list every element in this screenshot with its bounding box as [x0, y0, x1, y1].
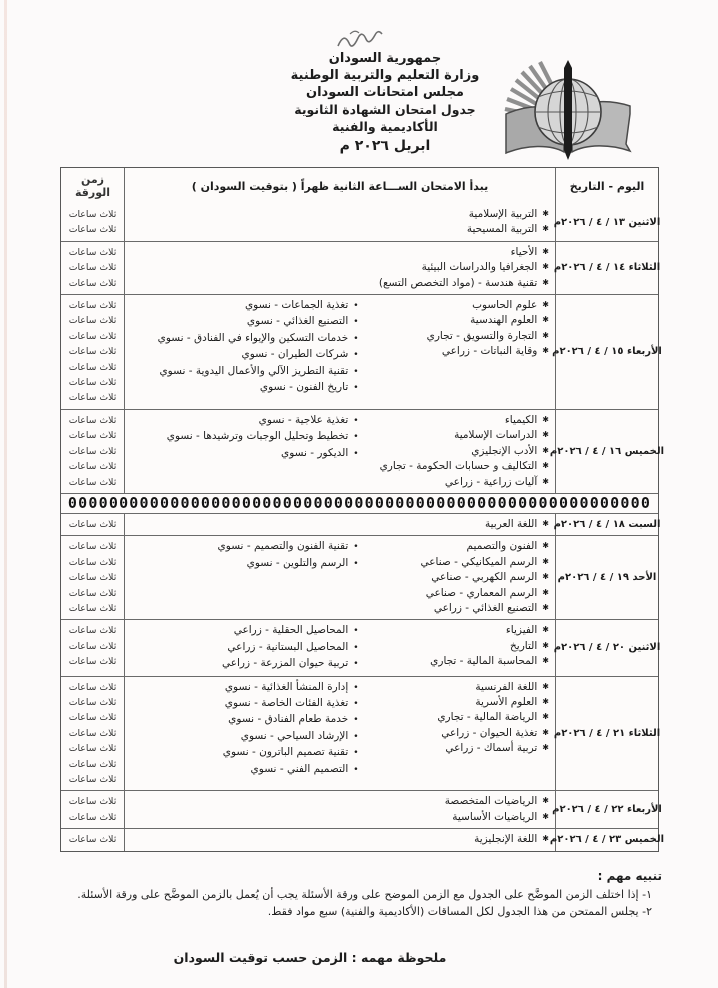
- paper-time-cell: [61, 620, 125, 675]
- subject-item: [359, 695, 549, 710]
- paper-time-value: ثلاث ساعات: [68, 246, 117, 258]
- subjects-main-list: [127, 794, 549, 825]
- paper-time-value: ثلاث ساعات: [68, 541, 117, 553]
- paper-time-value: ثلاث ساعات: [68, 430, 117, 442]
- subject-label: الديكور - نسوي: [281, 446, 349, 459]
- paper-time-cell: [61, 242, 125, 294]
- bullet-icon: ✱: [542, 541, 549, 551]
- subject-label: المحاصيل الحقلية - زراعي: [233, 624, 349, 637]
- subject-item: [359, 623, 549, 638]
- bullet-icon: •: [353, 698, 359, 709]
- subject-item: [359, 413, 549, 428]
- exam-month: ابريل ٢٠٢٦ م: [339, 138, 431, 154]
- paper-time-value: ثلاث ساعات: [68, 224, 117, 236]
- exam-schedule-table: [60, 167, 665, 852]
- subject-item: [135, 640, 359, 656]
- paper-time-value: ثلاث ساعات: [68, 518, 117, 530]
- bullet-icon: •: [353, 432, 359, 443]
- subject-item: [359, 428, 549, 443]
- notes-heading: تنبيه مهم :: [597, 869, 662, 883]
- subject-label: التصنيع الغذائي - نسوي: [246, 315, 349, 328]
- subject-label: تربية حيوان المزرعة - زراعي: [221, 657, 349, 670]
- paper-time-cell: [61, 791, 125, 828]
- subjects-secondary-list: [127, 623, 359, 672]
- note-item-2: ٢- يجلس الممتحن من هذا الجدول لكل المساقات (الأكاديمية والفنية) سبع مواد فقط.: [267, 905, 652, 918]
- subject-label: التربية الإسلامية: [468, 208, 538, 220]
- table-header-row: [61, 168, 658, 204]
- bullet-icon: •: [353, 626, 359, 637]
- paper-time-value: ثلاث ساعات: [68, 461, 117, 473]
- subject-label: اللغة العربية: [484, 517, 538, 530]
- subject-item: [359, 639, 549, 654]
- subject-label: الإرشاد السياحي - نسوي: [240, 729, 349, 742]
- bullet-icon: ✱: [542, 277, 549, 287]
- subject-label: الرسم الكهربي - صناعي: [431, 571, 538, 584]
- subject-label: تخطيط وتحليل الوجبات وترشيدها - نسوي: [166, 430, 349, 443]
- scan-edge-artifact: [4, 0, 7, 988]
- subject-item: [359, 601, 549, 616]
- bullet-icon: •: [353, 415, 359, 426]
- bullet-icon: ✱: [542, 430, 549, 440]
- bullet-icon: ✱: [542, 712, 549, 722]
- subject-label: الكيمياء: [504, 413, 538, 426]
- bullet-icon: ✱: [542, 640, 549, 650]
- subject-label: تقنية الفنون والتصميم - نسوي: [217, 540, 349, 553]
- note-item-1: ١- إذا اختلف الزمن الموضَّح على الجدول مع الزمن الموضح على ورقة الأسئلة يجب أن يُعمل بالزمن الموضَّح على ورقة الأسئلة.: [77, 888, 652, 901]
- bullet-icon: •: [353, 748, 359, 759]
- subject-item: [135, 364, 359, 380]
- subject-item: [359, 710, 549, 725]
- bullet-icon: ✱: [542, 346, 549, 356]
- paper-time-value: ثلاث ساعات: [68, 743, 117, 755]
- subject-item: [127, 207, 549, 222]
- subject-item: [127, 832, 549, 847]
- subject-label: المحاصيل البستانية - زراعي: [227, 640, 349, 653]
- decorative-ring-separator: 000000000000000000000000000000000000000000000000000000000: [61, 493, 658, 513]
- subject-label: الجغرافيا والدراسات البيئية: [421, 261, 538, 274]
- subject-item: [135, 696, 359, 712]
- subject-item: [135, 656, 359, 672]
- subject-label: خدمات التسكين والإيواء في الفنادق - نسوي: [157, 331, 349, 344]
- time-footnote: ملحوظة مهمه : الزمن حسب توقيت السودان: [173, 950, 447, 965]
- subject-label: العلوم الهندسية: [470, 314, 538, 327]
- subject-label: اللغة الإنجليزية: [474, 833, 538, 846]
- bullet-icon: ✱: [542, 625, 549, 635]
- bullet-icon: ✱: [542, 300, 549, 310]
- subject-item: [135, 380, 359, 396]
- subject-label: العلوم الأسرية: [475, 695, 538, 708]
- subject-label: الرياضة المالية - تجاري: [437, 711, 538, 724]
- country-title: جمهورية السودان: [328, 51, 442, 66]
- paper-time-value: ثلاث ساعات: [68, 392, 117, 404]
- column-header-exam-start: يبدأ الامتحان الســـاعة الثانية ظهراً ( بتوقيت السودان ): [191, 179, 489, 193]
- paper-time-value: ثلاث ساعات: [68, 625, 117, 637]
- council-title: مجلس امتحانات السودان: [306, 85, 464, 100]
- subject-item: [127, 794, 549, 809]
- bullet-icon: •: [353, 715, 359, 726]
- subjects-cell: [125, 295, 555, 409]
- column-header-day-date: اليوم - التاريخ: [555, 168, 658, 204]
- paper-time-cell: [61, 829, 125, 850]
- subjects-main-list: [359, 623, 549, 672]
- subject-item: [127, 517, 549, 532]
- paper-time-value: ثلاث ساعات: [68, 587, 117, 599]
- paper-time-value: ثلاث ساعات: [68, 834, 117, 846]
- subject-item: [135, 298, 359, 314]
- bullet-icon: ✱: [542, 572, 549, 582]
- subject-item: [135, 680, 359, 696]
- table-row: [61, 619, 661, 675]
- subjects-main-list: [359, 680, 549, 788]
- paper-time-cell: [61, 410, 125, 493]
- subject-item: [359, 298, 549, 313]
- paper-time-cell: [61, 536, 125, 619]
- bullet-icon: •: [353, 542, 359, 553]
- subject-item: [359, 586, 549, 601]
- subject-label: تربية أسماك - زراعي: [445, 742, 538, 755]
- subjects-cell: [125, 536, 555, 619]
- paper-time-value: ثلاث ساعات: [68, 796, 117, 808]
- subject-item: [135, 712, 359, 728]
- subjects-cell: [125, 204, 555, 241]
- bullet-icon: ✱: [542, 796, 549, 806]
- paper-time-value: ثلاث ساعات: [68, 330, 117, 342]
- subject-item: [127, 276, 549, 291]
- subject-item: [359, 680, 549, 695]
- subject-label: تغذية الجماعات - نسوي: [244, 299, 349, 312]
- paper-time-value: ثلاث ساعات: [68, 656, 117, 668]
- subject-item: [135, 762, 359, 778]
- bullet-icon: ✱: [542, 224, 549, 234]
- bullet-icon: ✱: [542, 330, 549, 340]
- subject-label: الأحياء: [510, 245, 538, 258]
- subjects-secondary-list: [127, 680, 359, 788]
- subject-label: تقنية تصميم الباترون - نسوي: [222, 746, 349, 759]
- bullet-icon: ✱: [542, 315, 549, 325]
- subject-item: [127, 810, 549, 825]
- bullet-icon: ✱: [542, 602, 549, 612]
- subject-item: [359, 654, 549, 669]
- subject-item: [359, 741, 549, 756]
- bullet-icon: ✱: [542, 246, 549, 256]
- table-row: [61, 204, 661, 241]
- subjects-cell: [125, 791, 555, 828]
- paper-time-cell: [61, 514, 125, 535]
- subject-label: التجارة والتسويق - تجاري: [426, 329, 538, 342]
- subjects-main-list: [359, 298, 549, 406]
- paper-time-cell: [61, 204, 125, 241]
- bullet-icon: ✱: [542, 656, 549, 666]
- paper-time-value: ثلاث ساعات: [68, 556, 117, 568]
- subject-item: [135, 429, 359, 445]
- subject-label: الفيزياء: [505, 624, 538, 637]
- bullet-icon: •: [353, 642, 359, 653]
- bullet-icon: ✱: [542, 476, 549, 486]
- bullet-icon: •: [353, 366, 359, 377]
- table-row: [61, 676, 661, 791]
- subject-item: [127, 260, 549, 275]
- bullet-icon: •: [353, 659, 359, 670]
- document-title-line2: الأكاديمية والفنية: [332, 119, 438, 134]
- subject-item: [127, 222, 549, 237]
- paper-time-value: ثلاث ساعات: [68, 640, 117, 652]
- subject-label: الرسم والتلوين - نسوي: [246, 556, 349, 569]
- subject-label: علوم الحاسوب: [472, 299, 538, 312]
- day-date-cell: الثلاثاء ٢١ / ٤ / ٢٠٢٦م: [555, 677, 658, 791]
- subject-item: [359, 313, 549, 328]
- paper-time-value: ثلاث ساعات: [68, 696, 117, 708]
- paper-time-value: ثلاث ساعات: [68, 414, 117, 426]
- bullet-icon: ✱: [542, 681, 549, 691]
- subject-label: تغذية الفئات الخاصة - نسوي: [224, 696, 349, 709]
- column-header-paper-time: زمن الورقة: [61, 168, 125, 204]
- subject-label: التربية المسيحية: [466, 223, 538, 236]
- subject-item: [135, 623, 359, 639]
- subject-label: التصنيع الغذائي - زراعي: [433, 601, 538, 614]
- bullet-icon: ✱: [542, 414, 549, 424]
- table-row: [61, 513, 661, 535]
- bullet-icon: ✱: [542, 696, 549, 706]
- day-date-cell: الأحد ١٩ / ٤ / ٢٠٢٦م: [555, 536, 658, 619]
- bullet-icon: ✱: [542, 834, 549, 844]
- subjects-secondary-list: [127, 413, 359, 490]
- subject-label: الرسم المعماري - صناعي: [425, 586, 538, 599]
- subjects-cell: [125, 514, 555, 535]
- bullet-icon: •: [353, 301, 359, 312]
- paper-time-cell: [61, 677, 125, 791]
- ministry-title: وزارة التعليم والتربية الوطنية: [290, 68, 480, 83]
- subject-item: [135, 556, 359, 572]
- examinations-council-logo: [492, 54, 644, 164]
- subject-item: [135, 331, 359, 347]
- subject-label: الفنون والتصميم: [466, 540, 538, 553]
- table-row: [61, 294, 662, 409]
- paper-time-value: ثلاث ساعات: [68, 758, 117, 770]
- subject-label: التكاليف و حسابات الحكومة - تجاري: [379, 460, 538, 473]
- bullet-icon: •: [353, 383, 359, 394]
- subject-label: التصميم الفني - نسوي: [250, 762, 349, 775]
- bullet-icon: ✱: [542, 727, 549, 737]
- subjects-main-list: [127, 245, 549, 291]
- subject-item: [359, 570, 549, 585]
- paper-time-value: ثلاث ساعات: [68, 315, 117, 327]
- paper-time-value: ثلاث ساعات: [68, 377, 117, 389]
- bullet-icon: ✱: [542, 587, 549, 597]
- bullet-icon: •: [353, 333, 359, 344]
- bullet-icon: •: [353, 731, 359, 742]
- subject-label: إدارة المنشأ الغذائية - نسوي: [224, 680, 349, 693]
- subject-item: [359, 344, 549, 359]
- subjects-main-list: [127, 832, 549, 847]
- subjects-main-list: [359, 413, 549, 490]
- logo-pen: [564, 60, 572, 160]
- subjects-main-list: [127, 207, 549, 238]
- subject-item: [135, 729, 359, 745]
- bullet-icon: ✱: [542, 262, 549, 272]
- bullet-icon: •: [353, 317, 359, 328]
- subject-label: تقنية هندسة - (مواد التخصص التسع): [378, 276, 538, 289]
- bullet-icon: ✱: [542, 743, 549, 753]
- subject-label: الأدب الإنجليزي: [471, 444, 538, 457]
- subject-item: [135, 539, 359, 555]
- paper-time-value: ثلاث ساعات: [68, 712, 117, 724]
- subjects-cell: [125, 242, 555, 294]
- table-row: [61, 535, 658, 619]
- bullet-icon: •: [353, 682, 359, 693]
- paper-time-value: ثلاث ساعات: [68, 681, 117, 693]
- bullet-icon: •: [353, 558, 359, 569]
- paper-time-cell: [61, 295, 125, 409]
- subject-label: شركات الطيران - نسوي: [241, 348, 349, 361]
- subject-label: التاريخ: [510, 639, 538, 652]
- paper-time-value: ثلاث ساعات: [68, 262, 117, 274]
- paper-time-value: ثلاث ساعات: [68, 300, 117, 312]
- paper-time-value: ثلاث ساعات: [68, 811, 117, 823]
- bullet-icon: ✱: [542, 556, 549, 566]
- subject-label: الرياضيات المتخصصة: [444, 795, 538, 808]
- paper-time-value: ثلاث ساعات: [68, 361, 117, 373]
- bullet-icon: ✱: [542, 461, 549, 471]
- bullet-icon: ✱: [542, 445, 549, 455]
- schedule-body: [61, 204, 665, 851]
- day-date-cell: الاثنين ١٣ / ٤ / ٢٠٢٦م: [555, 204, 658, 241]
- subjects-cell: [125, 829, 555, 850]
- table-row: [61, 241, 661, 294]
- subjects-cell: [125, 410, 555, 493]
- subject-label: الدراسات الإسلامية: [454, 429, 538, 442]
- subject-item: [359, 475, 549, 490]
- paper-time-value: ثلاث ساعات: [68, 445, 117, 457]
- subjects-main-list: [359, 539, 549, 616]
- table-row: [61, 409, 665, 493]
- subject-item: [127, 245, 549, 260]
- subjects-secondary-list: [127, 539, 359, 616]
- subject-label: تقنية التطريز الآلي والأعمال اليدوية - نسوي: [159, 364, 349, 377]
- subject-item: [359, 539, 549, 554]
- paper-time-value: ثلاث ساعات: [68, 727, 117, 739]
- subject-label: تغذية الحيوان - زراعي: [441, 726, 538, 739]
- paper-time-value: ثلاث ساعات: [68, 774, 117, 785]
- subject-label: الرسم الميكانيكي - صناعي: [420, 555, 538, 568]
- subject-label: المحاسبة المالية - تجاري: [430, 655, 538, 668]
- day-date-cell: الخميس ٢٣ / ٤ / ٢٠٢٦م: [555, 829, 658, 850]
- day-date-cell: الاثنين ٢٠ / ٤ / ٢٠٢٦م: [555, 620, 658, 675]
- subject-label: آليات زراعية - زراعي: [444, 475, 538, 488]
- day-date-cell: الخميس ١٦ / ٤ / ٢٠٢٦م: [555, 410, 658, 493]
- table-row: [61, 828, 665, 850]
- important-notes: [56, 869, 662, 920]
- subject-item: [359, 444, 549, 459]
- subject-item: [135, 446, 359, 462]
- subjects-secondary-list: [127, 298, 359, 406]
- paper-time-value: ثلاث ساعات: [68, 277, 117, 289]
- subjects-cell: [125, 620, 555, 675]
- table-row: [61, 790, 662, 828]
- subject-label: وقاية النباتات - زراعي: [441, 345, 538, 358]
- bullet-icon: ✱: [542, 811, 549, 821]
- day-date-cell: الأربعاء ١٥ / ٤ / ٢٠٢٦م: [555, 295, 658, 409]
- subject-item: [359, 329, 549, 344]
- subject-item: [359, 726, 549, 741]
- bullet-icon: •: [353, 448, 359, 459]
- subjects-cell: [125, 677, 555, 791]
- paper-time-value: ثلاث ساعات: [68, 572, 117, 584]
- subjects-main-list: [127, 517, 549, 532]
- paper-time-value: ثلاث ساعات: [68, 209, 117, 220]
- subject-item: [359, 555, 549, 570]
- subject-label: الرياضيات الأساسية: [452, 810, 538, 823]
- bullet-icon: ✱: [542, 518, 549, 528]
- handwritten-mark-icon: [330, 26, 390, 52]
- paper-time-value: ثلاث ساعات: [68, 602, 117, 614]
- day-date-cell: السبت ١٨ / ٤ / ٢٠٢٦م: [555, 514, 658, 535]
- paper-time-value: ثلاث ساعات: [68, 346, 117, 358]
- subject-item: [135, 413, 359, 429]
- day-date-cell: الأربعاء ٢٢ / ٤ / ٢٠٢٦م: [555, 791, 658, 828]
- subject-label: اللغة الفرنسية: [475, 680, 538, 693]
- subject-item: [135, 745, 359, 761]
- bullet-icon: •: [353, 350, 359, 361]
- subject-label: تاريخ الفنون - نسوي: [259, 381, 349, 394]
- subject-item: [359, 459, 549, 474]
- day-date-cell: الثلاثاء ١٤ / ٤ / ٢٠٢٦م: [555, 242, 658, 294]
- document-title-line1: جدول امتحان الشهادة الثانوية: [294, 102, 476, 117]
- subject-item: [135, 347, 359, 363]
- bullet-icon: •: [353, 764, 359, 775]
- subject-label: خدمة طعام الفنادق - نسوي: [228, 713, 349, 726]
- bullet-icon: ✱: [542, 209, 549, 218]
- subject-label: تغذية علاجية - نسوي: [258, 413, 349, 426]
- paper-time-value: ثلاث ساعات: [68, 476, 117, 488]
- subject-item: [135, 314, 359, 330]
